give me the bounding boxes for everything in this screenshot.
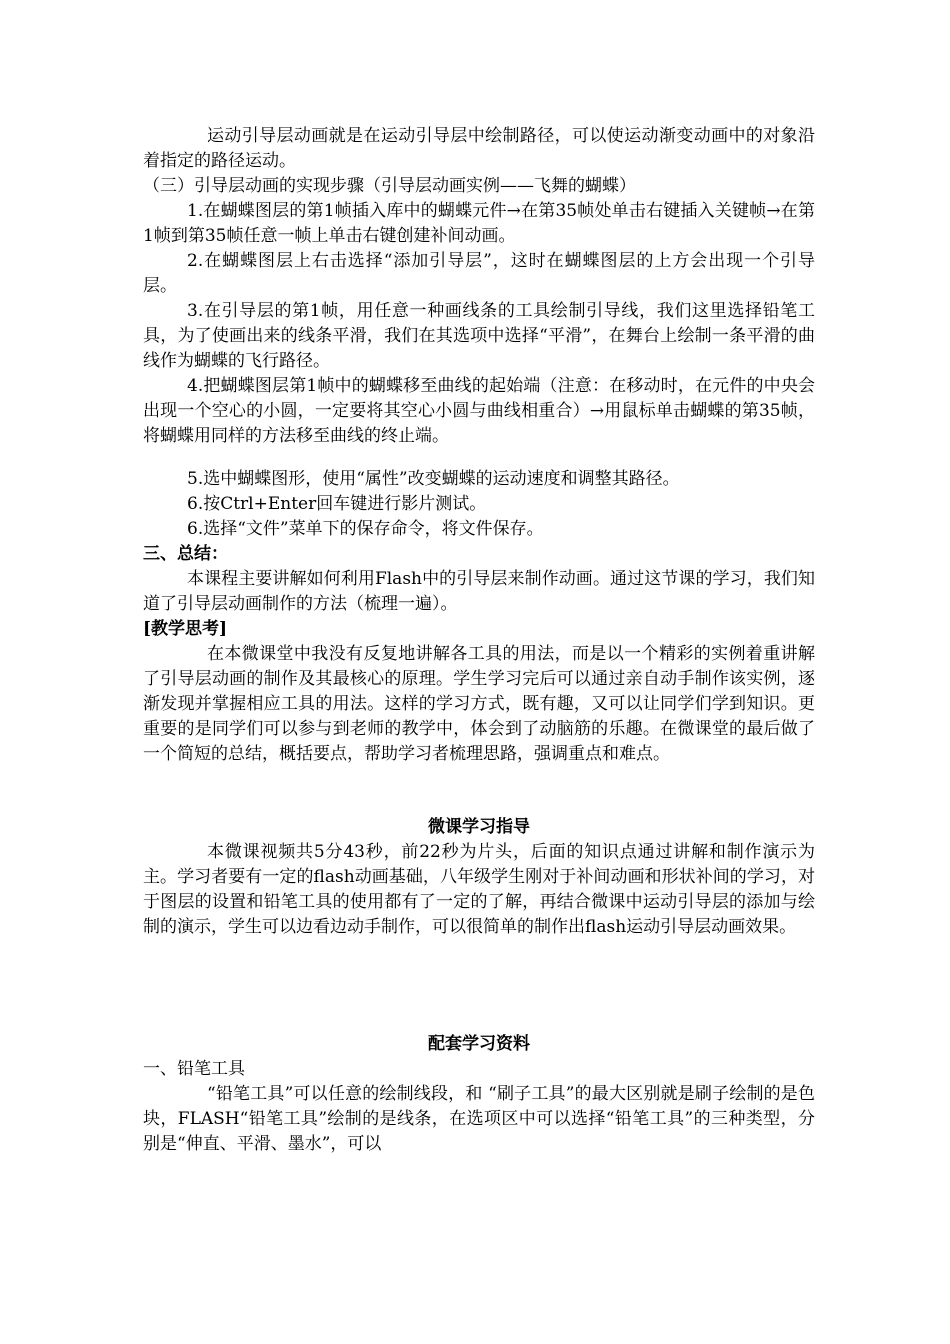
- spacer: [143, 449, 815, 467]
- step-7: 6.选择“文件”菜单下的保存命令，将文件保存。: [187, 519, 544, 539]
- step-6: 6.按Ctrl+Enter回车键进行影片测试。: [187, 494, 487, 514]
- guide-body: 本微课视频共5分43秒，前22秒为片头，后面的知识点通过讲解和制作演示为主。学习者要有一定的flash动画基础，八年级学生刚对于补间动画和形状补间的学习，对于图层的设置和铅笔工具的使用都有了一定的了解，再结合微课中运动引导层的添加与绘制的演示，学生可以边看边动手制作，可以很简单的制作出flash运动引导层动画效果。: [143, 842, 815, 937]
- document-page: [143, 124, 815, 1157]
- step-4: 4.把蝴蝶图层第1帧中的蝴蝶移至曲线的起始端（注意：在移动时，在元件的中央会出现一个空心的小圆，一定要将其空心小圆与曲线相重合）→用鼠标单击蝴蝶的第35帧，将蝴蝶用同样的方法移至曲线的终止端。: [143, 376, 815, 446]
- intro-paragraph: 运动引导层动画就是在运动引导层中绘制路径，可以使运动渐变动画中的对象沿着指定的路径运动。: [143, 126, 815, 171]
- reflection-body: 在本微课堂中我没有反复地讲解各工具的用法，而是以一个精彩的实例着重讲解了引导层动画的制作及其最核心的原理。学生学习完后可以通过亲自动手制作该实例，逐渐发现并掌握相应工具的用法。这样的学习方式，既有趣，又可以让同学们学到知识。更重要的是同学们可以参与到老师的教学中，体会到了动脑筋的乐趣。在微课堂的最后做了一个简短的总结，概括要点，帮助学习者梳理思路，强调重点和难点。: [143, 644, 815, 764]
- summary-heading: 三、总结：: [143, 544, 228, 564]
- spacer: [143, 940, 815, 1032]
- guide-title: 微课学习指导: [428, 817, 530, 837]
- materials-title: 配套学习资料: [428, 1034, 530, 1054]
- step-1: 1.在蝴蝶图层的第1帧插入库中的蝴蝶元件→在第35帧处单击右键插入关键帧→在第1帧到第35帧任意一帧上单击右键创建补间动画。: [143, 201, 815, 246]
- step-3: 3.在引导层的第1帧，用任意一种画线条的工具绘制引导线，我们这里选择铅笔工具，为了使画出来的线条平滑，我们在其选项中选择“平滑”，在舞台上绘制一条平滑的曲线作为蝴蝶的飞行路径。: [143, 301, 815, 371]
- reflection-heading: [教学思考]: [143, 619, 228, 639]
- steps-heading: （三）引导层动画的实现步骤（引导层动画实例——飞舞的蝴蝶）: [143, 176, 636, 196]
- materials-body: “铅笔工具”可以任意的绘制线段，和 “刷子工具”的最大区别就是刷子绘制的是色块，FLASH“铅笔工具”绘制的是线条，在选项区中可以选择“铅笔工具”的三种类型，分别是“伸直、平滑、墨水”，可以: [143, 1084, 815, 1154]
- spacer: [143, 767, 815, 815]
- materials-section-heading: 一、铅笔工具: [143, 1059, 245, 1079]
- summary-body: 本课程主要讲解如何利用Flash中的引导层来制作动画。通过这节课的学习，我们知道了引导层动画制作的方法（梳理一遍）。: [143, 569, 815, 614]
- step-5: 5.选中蝴蝶图形，使用“属性”改变蝴蝶的运动速度和调整其路径。: [187, 469, 680, 489]
- step-2: 2.在蝴蝶图层上右击选择“添加引导层”，这时在蝴蝶图层的上方会出现一个引导层。: [143, 251, 815, 296]
